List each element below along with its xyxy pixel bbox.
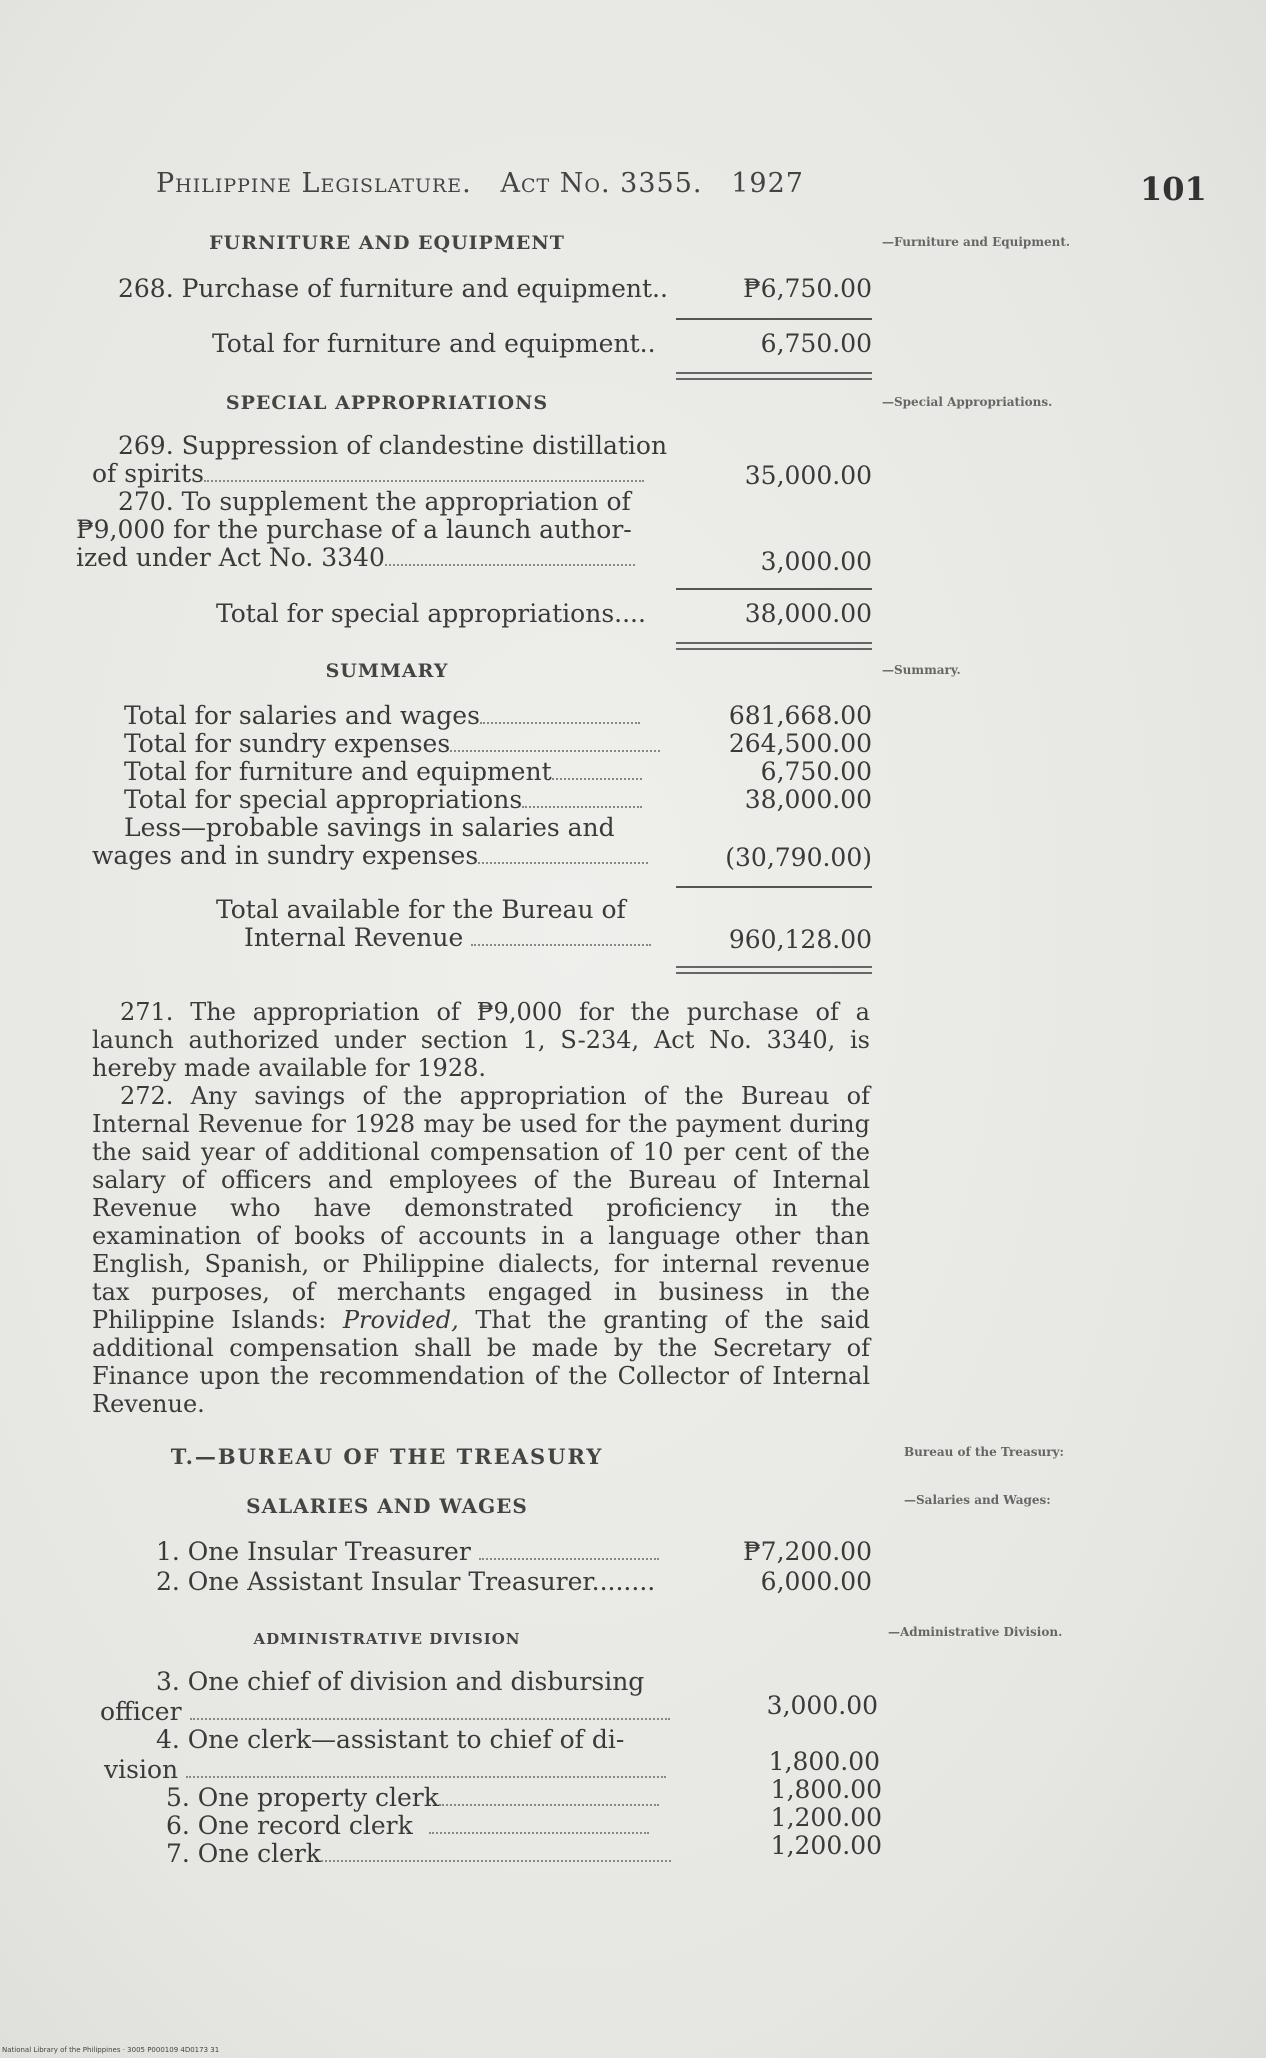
- summary-less-line1: Less—probable savings in salaries and: [124, 813, 615, 842]
- paragraph-271: 271. The appropriation of ₱9,000 for the purchase of a launch authorized under section 1, S-234, Act No. 3340, is hereby made available for 1928.: [92, 998, 870, 1082]
- admin-item: [166, 1840, 671, 1868]
- item-4-line1: 4. One clerk—assistant to chief of di-: [156, 1725, 625, 1754]
- summary-less-line2: [92, 842, 648, 870]
- scan-footer-note: National Library of the Philippines · 3005 P000109 4D0173 31: [2, 2046, 220, 2054]
- summary-row-amount: 38,000.00: [744, 785, 872, 814]
- page-number: 101: [1140, 170, 1207, 208]
- item-269-label: of spirits: [92, 459, 204, 488]
- summary-heading: SUMMARY: [325, 660, 449, 682]
- item-268: 268. Purchase of furniture and equipment..: [118, 274, 668, 303]
- summary-row-amount: 681,668.00: [728, 701, 872, 730]
- item-3-line2: [100, 1698, 670, 1726]
- rule: [676, 318, 872, 320]
- leader-dots: [552, 778, 642, 780]
- admin-item: [166, 1812, 649, 1840]
- admin-item: [166, 1784, 659, 1812]
- admin-item-label: 6. One record clerk: [166, 1811, 413, 1840]
- item-268-amount: ₱6,750.00: [743, 274, 872, 303]
- rule: [676, 588, 872, 590]
- salaries-heading: SALARIES AND WAGES: [246, 1494, 528, 1518]
- header-title: Philippine Legislature.: [156, 168, 472, 199]
- summary-total-label: Internal Revenue: [244, 923, 464, 952]
- leader-dots: [522, 806, 642, 808]
- paragraph-272-text-cont: That the granting of the said additional compensation shall be made by the Secretary of Finance upon the recommendation of the Collector of Internal Revenue.: [92, 1306, 870, 1418]
- admin-item-label: 5. One property clerk: [166, 1783, 439, 1812]
- item-269-line2: [92, 460, 644, 488]
- leader-dots: [471, 944, 651, 946]
- body-paragraphs: [92, 998, 870, 1418]
- summary-row-label: Total for furniture and equipment: [124, 757, 552, 786]
- treasury-item: [156, 1538, 659, 1566]
- summary-total-line1: Total available for the Bureau of: [216, 895, 626, 924]
- summary-row-label: Total for sundry expenses: [124, 729, 451, 758]
- item-3-amount: 3,000.00: [766, 1691, 878, 1720]
- admin-item-amount: 1,200.00: [770, 1831, 882, 1860]
- double-rule: [676, 966, 872, 974]
- provided-term: Provided,: [342, 1306, 459, 1334]
- paragraph-272: [92, 1082, 870, 1418]
- leader-dots: [439, 1804, 659, 1806]
- leader-dots: [204, 480, 644, 482]
- margin-note-special: —Special Appropriations.: [882, 395, 1053, 409]
- margin-note-furniture: —Furniture and Equipment.: [882, 235, 1071, 249]
- admin-item-amount: 1,200.00: [770, 1803, 882, 1832]
- treasury-heading: T.—BUREAU OF THE TREASURY: [170, 1444, 604, 1469]
- double-rule: [676, 372, 872, 380]
- item-4-line2: [104, 1756, 666, 1784]
- summary-row-label: Total for salaries and wages: [124, 701, 480, 730]
- special-total-amount: 38,000.00: [744, 599, 872, 628]
- margin-note-summary: —Summary.: [882, 663, 961, 677]
- admin-item-label: 7. One clerk: [166, 1839, 322, 1868]
- leader-dots: [480, 722, 640, 724]
- leader-dots: [479, 1558, 659, 1560]
- header-year: 1927: [731, 168, 804, 199]
- margin-note-treasury: Bureau of the Treasury:: [904, 1445, 1064, 1459]
- special-total: Total for special appropriations....: [216, 599, 646, 628]
- double-rule: [676, 642, 872, 650]
- treasury-item-amount: 6,000.00: [760, 1567, 872, 1596]
- item-4-amount: 1,800.00: [768, 1747, 880, 1776]
- summary-less-amount: (30,790.00): [725, 843, 872, 872]
- item-3-line1: 3. One chief of division and disbursing: [156, 1667, 645, 1696]
- summary-row: [124, 758, 642, 786]
- furniture-heading: FURNITURE AND EQUIPMENT: [209, 232, 565, 254]
- item-270-label: ized under Act No. 3340: [76, 543, 385, 572]
- summary-row-amount: 6,750.00: [760, 757, 872, 786]
- furniture-total-amount: 6,750.00: [760, 329, 872, 358]
- margin-note-salaries: —Salaries and Wages:: [904, 1493, 1051, 1507]
- summary-total-line2: [244, 924, 651, 952]
- leader-dots: [321, 1860, 671, 1862]
- treasury-item: 2. One Assistant Insular Treasurer........: [156, 1567, 656, 1596]
- margin-note-admin: —Administrative Division.: [888, 1625, 1063, 1639]
- item-4-label: vision: [104, 1755, 179, 1784]
- admin-item-amount: 1,800.00: [770, 1775, 882, 1804]
- summary-row-amount: 264,500.00: [728, 729, 872, 758]
- leader-dots: [385, 564, 635, 566]
- summary-row: [124, 786, 642, 814]
- summary-row-label: Total for special appropriations: [124, 785, 523, 814]
- item-269-line1: 269. Suppression of clandestine distillation: [118, 431, 668, 460]
- special-heading: SPECIAL APPROPRIATIONS: [225, 392, 549, 414]
- summary-row: [124, 730, 660, 758]
- item-270-line2: ₱9,000 for the purchase of a launch author-: [76, 515, 632, 544]
- treasury-item-label: 1. One Insular Treasurer: [156, 1537, 471, 1566]
- item-269-amount: 35,000.00: [744, 461, 872, 490]
- item-270-line1: 270. To supplement the appropriation of: [118, 487, 631, 516]
- admin-heading: ADMINISTRATIVE DIVISION: [253, 1630, 521, 1648]
- summary-row: [124, 702, 640, 730]
- paragraph-272-text: 272. Any savings of the appropriation of the Bureau of Internal Revenue for 1928 may be used for the payment during the said year of additional compensation of 10 per cent of the salary of officers and employees of the Bureau of Internal Revenue who have demonstrated proficiency in the examination of books of accounts in a language other than English, Spanish, or Philippine dialects, for internal revenue tax purposes, of merchants engaged in business in the Philippine Islands:: [92, 1082, 870, 1334]
- header-act: Act No. 3355.: [500, 168, 703, 199]
- leader-dots: [450, 750, 660, 752]
- item-270-line3: [76, 544, 635, 572]
- leader-dots: [478, 862, 648, 864]
- furniture-total: Total for furniture and equipment..: [212, 329, 656, 358]
- leader-dots: [429, 1832, 649, 1834]
- summary-less-label: wages and in sundry expenses: [92, 841, 479, 870]
- summary-total-amount: 960,128.00: [728, 925, 872, 954]
- treasury-item-amount: ₱7,200.00: [743, 1537, 872, 1566]
- leader-dots: [186, 1776, 666, 1778]
- item-270-amount: 3,000.00: [760, 547, 872, 576]
- running-header: [156, 168, 804, 199]
- rule: [676, 886, 872, 888]
- leader-dots: [190, 1718, 670, 1720]
- item-3-label: officer: [100, 1697, 182, 1726]
